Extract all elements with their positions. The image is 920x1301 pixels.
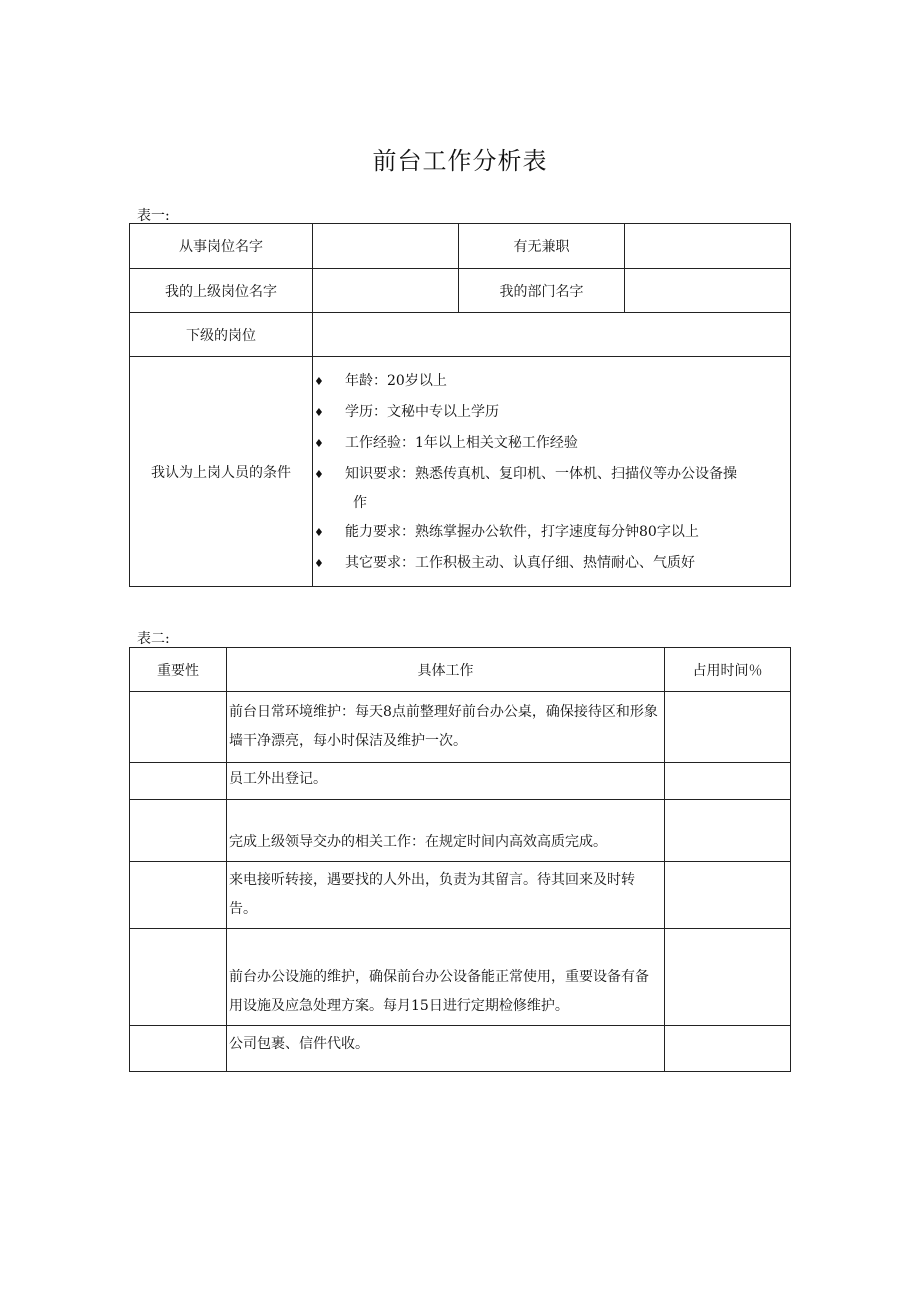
work-cell: 完成上级领导交办的相关工作：在规定时间内高效高质完成。 xyxy=(227,800,665,862)
work-cell: 公司包裹、信件代收。 xyxy=(227,1026,665,1072)
job-info-table xyxy=(129,223,791,587)
requirement-text: 能力要求：熟练掌握办公软件，打字速度每分钟80字以上 xyxy=(345,524,699,540)
part-time-label: 有无兼职 xyxy=(459,224,625,269)
importance-cell xyxy=(130,800,227,862)
table-row xyxy=(130,313,791,357)
requirements-list xyxy=(313,360,790,583)
table-row xyxy=(130,224,791,269)
document-title: 前台工作分析表 xyxy=(372,147,548,175)
importance-cell xyxy=(130,929,227,1026)
position-name-value xyxy=(313,224,459,269)
part-time-value xyxy=(625,224,791,269)
table2-caption: 表二: xyxy=(137,631,170,647)
subordinate-value xyxy=(313,313,791,357)
importance-header: 重要性 xyxy=(130,648,227,692)
diamond-bullet-icon: ♦ xyxy=(314,375,324,388)
table-row xyxy=(130,357,791,587)
requirement-text: 年龄：20岁以上 xyxy=(345,373,447,389)
requirement-text: 工作经验：1年以上相关文秘工作经验 xyxy=(345,435,578,451)
time-cell xyxy=(665,692,791,763)
superior-value xyxy=(313,269,459,313)
department-label: 我的部门名字 xyxy=(459,269,625,313)
requirement-text: 其它要求：工作积极主动、认真仔细、热情耐心、气质好 xyxy=(345,555,695,571)
requirement-item xyxy=(313,459,790,517)
importance-cell xyxy=(130,692,227,763)
table1-caption: 表一: xyxy=(137,208,170,224)
importance-cell xyxy=(130,862,227,929)
work-cell: 员工外出登记。 xyxy=(227,763,665,800)
time-cell xyxy=(665,929,791,1026)
superior-label: 我的上级岗位名字 xyxy=(130,269,313,313)
subordinate-label: 下级的岗位 xyxy=(130,313,313,357)
diamond-bullet-icon: ♦ xyxy=(314,557,324,570)
requirements-label: 我认为上岗人员的条件 xyxy=(130,357,313,587)
table-row xyxy=(130,763,791,800)
department-value xyxy=(625,269,791,313)
position-name-label: 从事岗位名字 xyxy=(130,224,313,269)
table-row xyxy=(130,800,791,862)
requirements-cell xyxy=(313,357,791,587)
requirement-text: 知识要求：熟悉传真机、复印机、一体机、扫描仪等办公设备操 xyxy=(345,466,737,482)
work-cell: 前台办公设施的维护，确保前台办公设备能正常使用，重要设备有备用设施及应急处理方案。每月15日进行定期检修维护。 xyxy=(227,929,665,1026)
work-cell: 来电接听转接，遇要找的人外出，负责为其留言。待其回来及时转告。 xyxy=(227,862,665,929)
work-header: 具体工作 xyxy=(227,648,665,692)
requirement-item xyxy=(313,428,790,459)
time-cell xyxy=(665,1026,791,1072)
requirement-item xyxy=(313,366,790,397)
table-row xyxy=(130,862,791,929)
diamond-bullet-icon: ♦ xyxy=(314,526,324,539)
time-cell xyxy=(665,862,791,929)
job-duties-table xyxy=(129,647,791,1072)
requirement-item xyxy=(313,397,790,428)
diamond-bullet-icon: ♦ xyxy=(314,468,324,481)
requirement-text: 学历：文秘中专以上学历 xyxy=(345,404,499,420)
time-cell xyxy=(665,800,791,862)
table-row xyxy=(130,269,791,313)
requirement-item xyxy=(313,548,790,579)
requirement-item xyxy=(313,517,790,548)
requirement-text-continued: 作 xyxy=(353,495,367,511)
table-row xyxy=(130,692,791,763)
diamond-bullet-icon: ♦ xyxy=(314,406,324,419)
table-header-row xyxy=(130,648,791,692)
diamond-bullet-icon: ♦ xyxy=(314,437,324,450)
work-cell: 前台日常环境维护：每天8点前整理好前台办公桌，确保接待区和形象墙干净漂亮，每小时保洁及维护一次。 xyxy=(227,692,665,763)
importance-cell xyxy=(130,1026,227,1072)
importance-cell xyxy=(130,763,227,800)
time-cell xyxy=(665,763,791,800)
table-row xyxy=(130,1026,791,1072)
table-row xyxy=(130,929,791,1026)
time-header: 占用时间％ xyxy=(665,648,791,692)
